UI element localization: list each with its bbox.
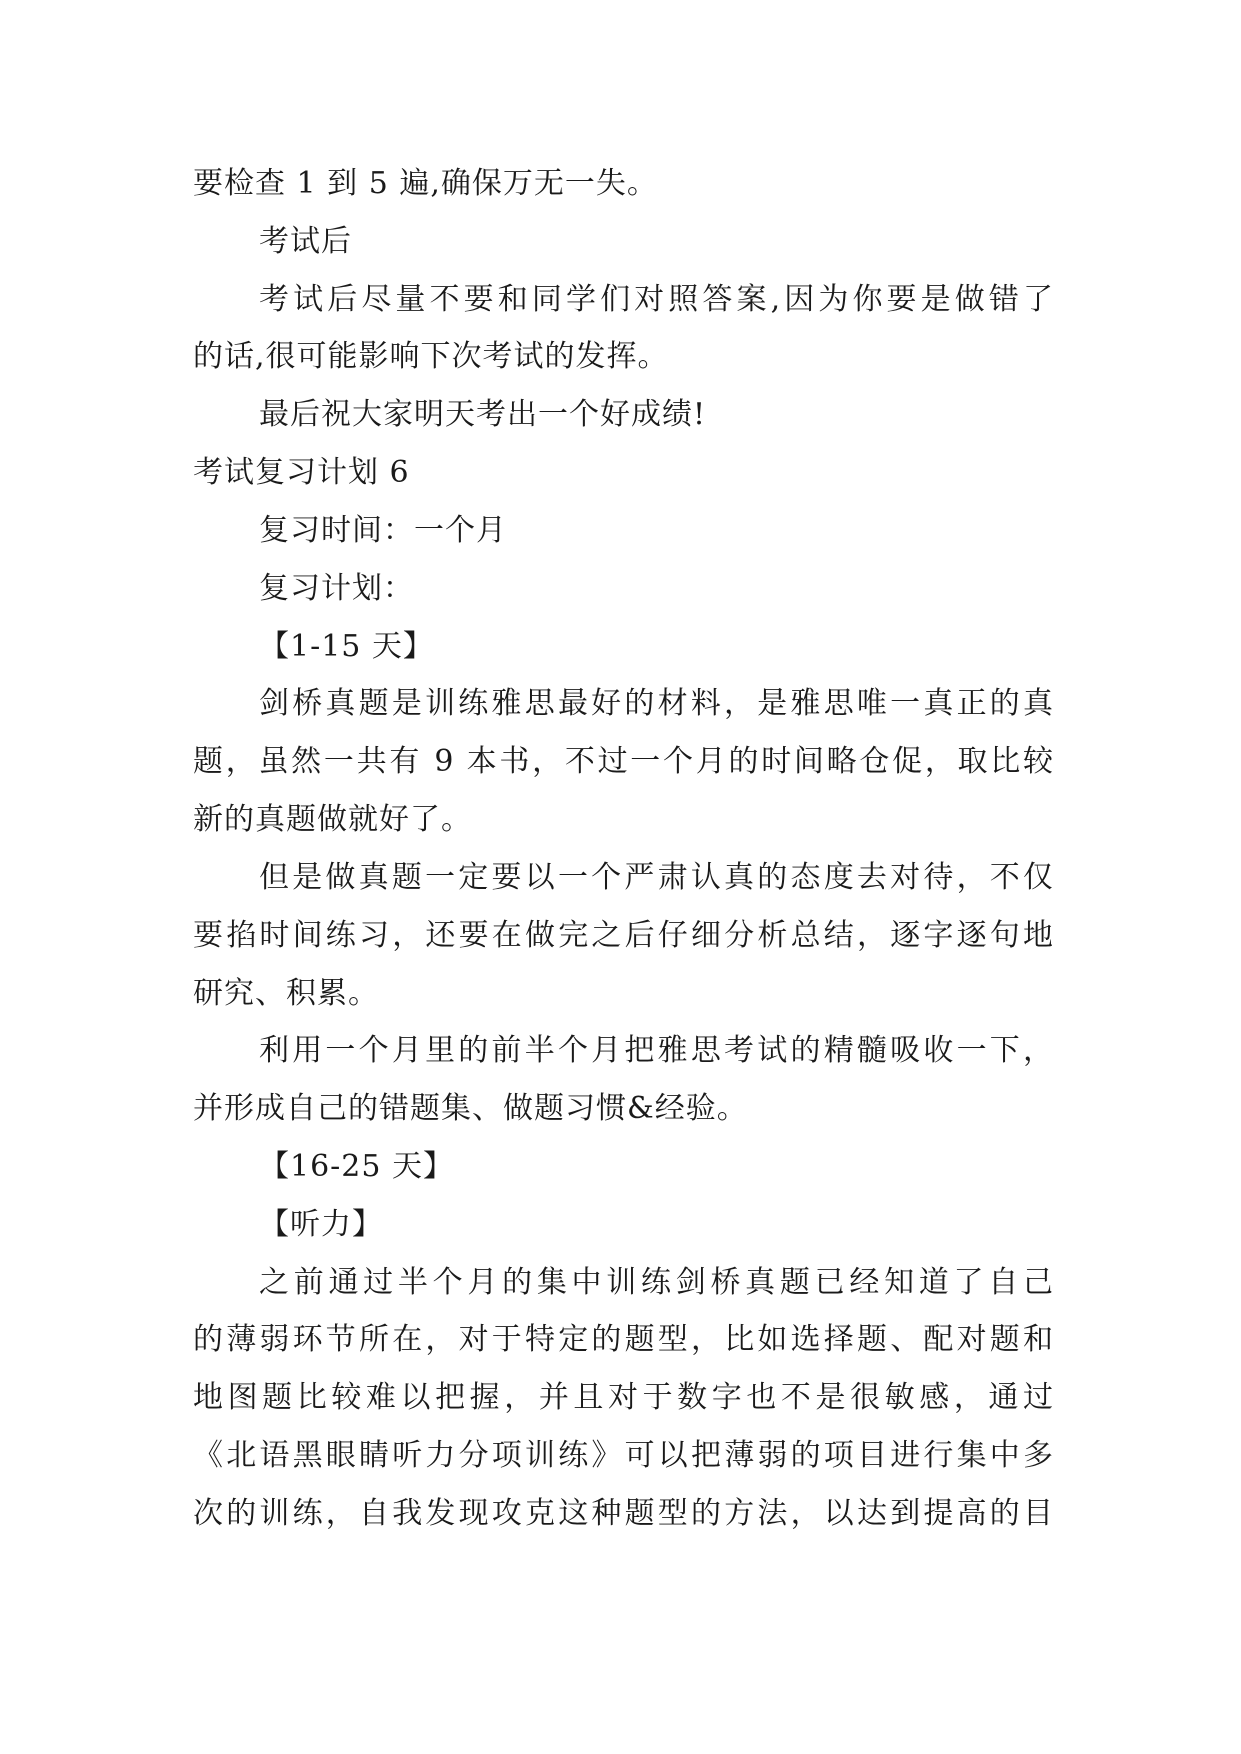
- text-line: 利用一个月里的前半个月把雅思考试的精髓吸收一下，: [259, 1033, 1054, 1068]
- text-line: 但是做真题一定要以一个严肃认真的态度去对待，不仅: [259, 860, 1054, 895]
- text-line: 考试后尽量不要和同学们对照答案,因为你要是做错了: [259, 282, 1054, 317]
- text-line: 地图题比较难以把握，并且对于数字也不是很敏感，通过: [193, 1380, 1054, 1415]
- section-heading: 考试后: [259, 224, 352, 259]
- text-line: 次的训练，自我发现攻克这种题型的方法，以达到提高的目: [193, 1496, 1054, 1531]
- text-line: 《北语黑眼睛听力分项训练》可以把薄弱的项目进行集中多: [193, 1438, 1054, 1473]
- section-heading: 【听力】: [259, 1207, 383, 1242]
- text-line: 要检查 1 到 5 遍,确保万无一失。: [193, 166, 658, 201]
- text-line: 题，虽然一共有 9 本书，不过一个月的时间略仓促，取比较: [193, 744, 1054, 779]
- text-line: 的话,很可能影响下次考试的发挥。: [193, 339, 669, 374]
- text-line: 复习计划：: [259, 571, 414, 606]
- text-line: 并形成自己的错题集、做题习惯&经验。: [193, 1091, 748, 1126]
- text-line: 剑桥真题是训练雅思最好的材料，是雅思唯一真正的真: [259, 686, 1054, 721]
- document-title: 考试复习计划 6: [193, 455, 410, 490]
- text-line: 之前通过半个月的集中训练剑桥真题已经知道了自己: [259, 1265, 1054, 1300]
- section-heading: 【1-15 天】: [259, 629, 434, 664]
- section-heading: 【16-25 天】: [259, 1149, 455, 1184]
- text-line: 的薄弱环节所在，对于特定的题型，比如选择题、配对题和: [193, 1322, 1054, 1357]
- text-line: 复习时间：一个月: [259, 513, 507, 548]
- text-line: 研究、积累。: [193, 976, 379, 1011]
- text-line: 最后祝大家明天考出一个好成绩!: [259, 397, 707, 432]
- text-line: 要掐时间练习，还要在做完之后仔细分析总结，逐字逐句地: [193, 918, 1054, 953]
- text-line: 新的真题做就好了。: [193, 802, 472, 837]
